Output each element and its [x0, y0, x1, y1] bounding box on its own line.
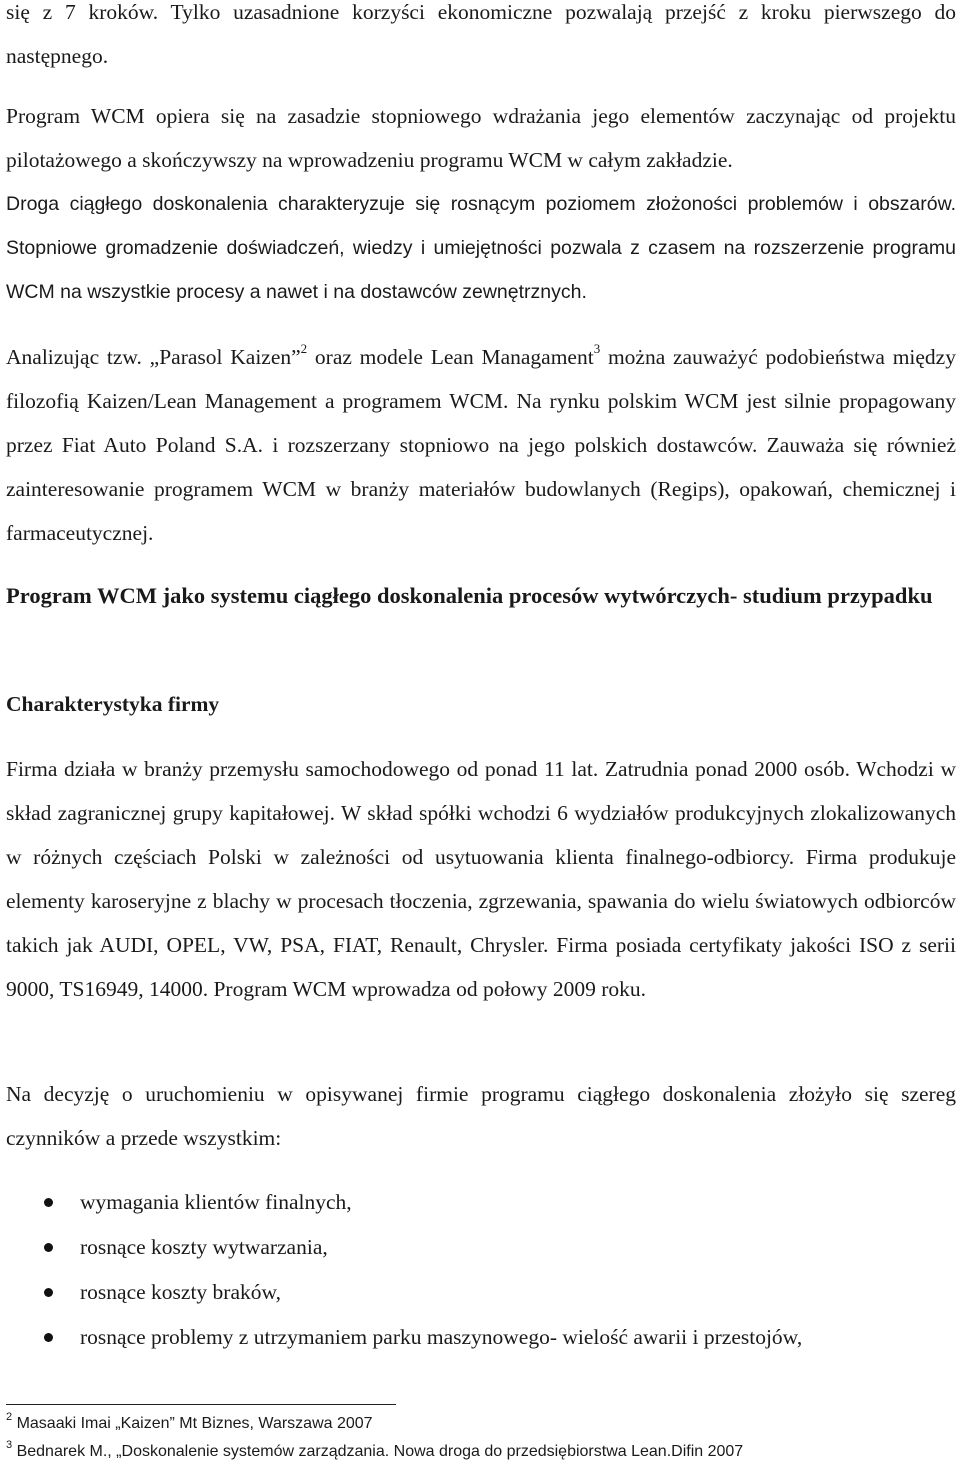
- list-item-text: wymagania klientów finalnych,: [80, 1190, 352, 1214]
- footnote-ref-3: 3: [593, 340, 601, 356]
- footnote-ref-2: 2: [300, 340, 308, 356]
- list-item: [6, 1270, 956, 1315]
- list-item: [6, 1225, 956, 1270]
- list-item-text: rosnące koszty braków,: [80, 1280, 281, 1304]
- section-heading: Program WCM jako systemu ciągłego doskonalenia procesów wytwórczych- studium przypadku: [6, 583, 933, 608]
- bullet-icon: [44, 1243, 53, 1252]
- list-item-text: rosnące koszty wytwarzania,: [80, 1235, 328, 1259]
- list-item-text: rosnące problemy z utrzymaniem parku maszynowego- wielość awarii i przestojów,: [80, 1325, 803, 1349]
- kaizen-text-3: można zauważyć podobieństwa między filozofią Kaizen/Lean Management a programem WCM. Na rynku polskim WCM jest silnie propagowany przez Fiat Auto Poland S.A. i rozszerzany stopniowo na jego polskich dostawców. Zauważa się również zainteresowanie programem WCM w branży materiałów budowlanych (Regips), opakowań, chemicznej i farmaceutycznej.: [6, 345, 956, 545]
- decision-paragraph: Na decyzję o uruchomieniu w opisywanej firmie programu ciągłego doskonalenia złożyło się szereg czynników a przede wszystkim:: [6, 1082, 956, 1150]
- program-paragraph-sans: Droga ciągłego doskonalenia charakteryzuje się rosnącym poziomem złożoności problemów i obszarów. Stopniowe gromadzenie doświadczeń, wiedzy i umiejętności pozwala z czasem na rozszerzenie programu WCM na wszystkie procesy a nawet i na dostawców zewnętrznych.: [6, 193, 956, 303]
- footnote-3: [6, 1438, 744, 1462]
- company-paragraph: Firma działa w branży przemysłu samochodowego od ponad 11 lat. Zatrudnia ponad 2000 osób. Wchodzi w skład zagranicznej grupy kapitałowej. W skład spółki wchodzi 6 wydziałów produkcyjnych zlokalizowanych w różnych częściach Polski w zależności od usytuowania klienta finalnego-odbiorcy. Firma produkuje elementy karoseryjne z blachy w procesach tłoczenia, zgrzewania, spawania do wielu światowych odbiorców takich jak AUDI, OPEL, VW, PSA, FIAT, Renault, Chrysler. Firma posiada certyfikaty jakości ISO z serii 9000, TS16949, 14000. Program WCM wprowadza od połowy 2009 roku.: [6, 757, 956, 1001]
- bullet-icon: [44, 1333, 53, 1342]
- intro-paragraph: się z 7 kroków. Tylko uzasadnione korzyści ekonomiczne pozwalają przejść z kroku pierwszego do następnego.: [6, 0, 956, 68]
- list-item: [6, 1180, 956, 1225]
- kaizen-paragraph: [6, 335, 956, 555]
- program-paragraph-serif: Program WCM opiera się na zasadzie stopniowego wdrażania jego elementów zaczynając od projektu pilotażowego a skończywszy na wprowadzeniu programu WCM w całym zakładzie.: [6, 104, 956, 172]
- kaizen-text-2: oraz modele Lean Managament: [307, 345, 594, 369]
- kaizen-text-1: Analizując tzw. „Parasol Kaizen”: [6, 345, 301, 369]
- footnote-number: 2: [6, 1410, 13, 1423]
- list-item: [6, 1315, 956, 1360]
- footnote-text: Bednarek M., „Doskonalenie systemów zarządzania. Nowa droga do przedsiębiorstwa Lean.Difin 2007: [16, 1443, 744, 1460]
- footnote-number: 3: [6, 1438, 13, 1451]
- bullet-icon: [44, 1288, 53, 1297]
- subsection-heading: Charakterystyka firmy: [6, 692, 220, 716]
- bullet-icon: [44, 1198, 53, 1207]
- footnote-2: [6, 1410, 373, 1434]
- program-paragraph: [6, 94, 956, 314]
- factors-list: [6, 1180, 956, 1360]
- footnote-divider: [6, 1404, 396, 1405]
- footnote-text: Masaaki Imai „Kaizen” Mt Biznes, Warszawa 2007: [16, 1415, 373, 1432]
